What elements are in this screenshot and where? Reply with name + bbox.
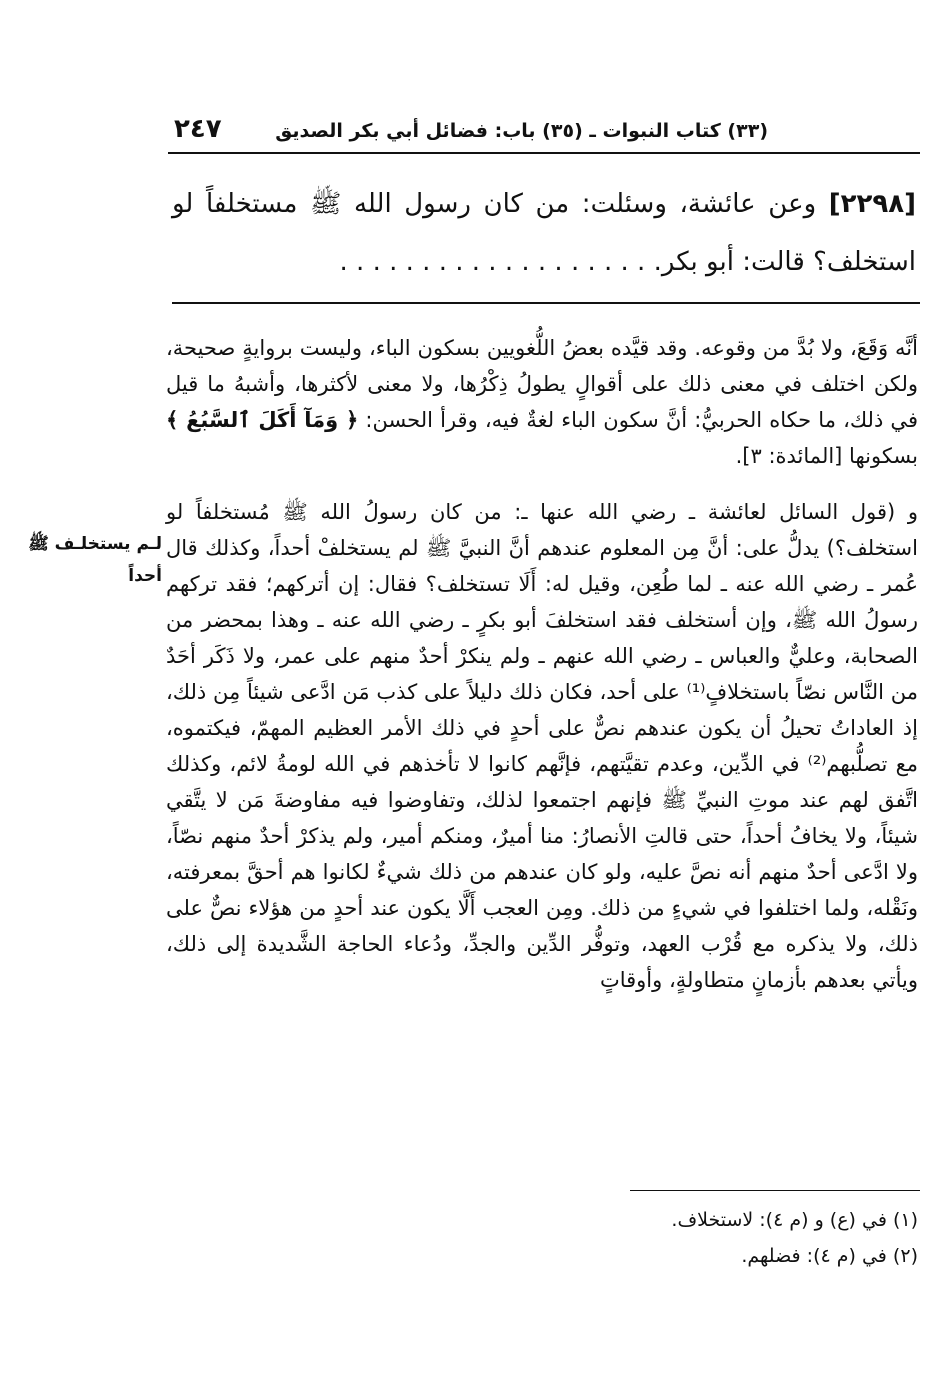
hadith-number: [٢٢٩٨] xyxy=(828,189,916,219)
page-header xyxy=(168,112,920,154)
commentary-block xyxy=(166,330,918,998)
quran-quote: ﴿ وَمَآ أَكَلَ ٱلسَّبُعُ ﴾ xyxy=(166,408,359,432)
commentary-paragraph: و (قول السائل لعائشة ـ رضي الله عنها ـ: من كان رسولُ الله ﷺ مُستخلفاً لو استخلف؟) يدلُّ على: أنَّ مِن المعلوم عندهم أنَّ النبيَّ ﷺ لم يستخلفْ أحداً، وكذلك قال عُمر ـ رضي الله عنه ـ لما طُعِن، وقيل له: أَلَا تستخلف؟ فقال: إن أتركهم؛ فقد تركهم رسولُ الله ﷺ، وإن أستخلف فقد استخلفَ أبو بكرٍ ـ رضي الله عنه ـ وهذا بمحضر من الصحابة، وعليٌّ والعباس ـ رضي الله عنهم ـ ولم ينكرْ أحدٌ منهم على عمر، ولا ذَكَر أحَدٌ من النَّاس نصّاً باستخلافٍ⁽¹⁾ على أحد، فكان ذلك دليلاً على كذب مَن ادَّعى شيئاً مِن ذلك، إذ العاداتُ تحيلُ أن يكون عندهم نصٌّ على أحدٍ في ذلك الأمر العظيم المهمّ، فيكتموه، مع تصلُّبهم⁽²⁾ في الدِّين، وعدم تقيَّتهم، فإنَّهم كانوا لا تأخذهم في الله لومةُ لائم، وكذلك اتَّفق لهم عند موتِ النبيِّ ﷺ فإنهم اجتمعوا لذلك، وتفاوضوا فيه مفاوضةَ مَن لا يتَّقي شيئاً، ولا يخافُ أحداً، حتى قالتِ الأنصارُ: منا أميرٌ، ومنكم أمير، ولم يذكرْ أحدٌ منهم نصّاً، ولا ادَّعى أحدٌ منهم أنه نصَّ عليه، ولو كان عندهم من ذلك شيءٌ لكانوا هم أحقَّ بمعرفته، ونَقْله، ولما اختلفوا في شيءٍ من ذلك. ومِن العجب أَلَّا يكون عند أحدٍ من هؤلاء نصٌّ على ذلك، ولا يذكره مع قُرْب العهد، وتوفُّر الدِّين والجدِّ، ودُعاء الحاجة الشَّديدة إلى ذلك، ويأتي بعدهم بأزمانٍ متطاولةٍ، وأوقاتٍ xyxy=(166,500,918,992)
page-number: ٢٤٧ xyxy=(174,114,222,144)
commentary-paragraph xyxy=(166,330,918,474)
section-divider xyxy=(172,302,920,304)
running-title: (٣٣) كتاب النبوات ـ (٣٥) باب: فضائل أبي بكر الصديق xyxy=(275,120,768,142)
hadith-text: وعن عائشة، وسئلت: من كان رسول الله ﷺ مستخلفاً لو استخلف؟ قالت: أبو بكر. . . . . . . . . . . . . . . . . . . . xyxy=(172,189,916,277)
footnote: (١) في (ع) و (م ٤): لاستخلاف. xyxy=(671,1209,918,1231)
footnotes xyxy=(520,1202,918,1274)
hadith-text-block xyxy=(172,175,916,291)
footnote: (٢) في (م ٤): فضلهم. xyxy=(741,1245,918,1267)
margin-note: لـم يستخلـف ﷺ أحداً xyxy=(28,534,162,586)
commentary-text: بسكونها [المائدة: ٣]. xyxy=(735,444,918,468)
commentary-text: أنَّه وَقَعَ، ولا بُدَّ من وقوعه. وقد قيَّده بعضُ اللُّغويين بسكون الباء، وليست بروايةٍ صحيحة، ولكن اختلف في معنى ذلك على أقوالٍ يطولُ ذِكْرُها، ولا معنى لأكثرها، وأشبهُ ما قيل في ذلك، ما حكاه الحربيُّ: أنَّ سكون الباء لغةٌ فيه، وقرأ الحسن: xyxy=(166,336,918,432)
footnote-divider xyxy=(630,1190,920,1191)
